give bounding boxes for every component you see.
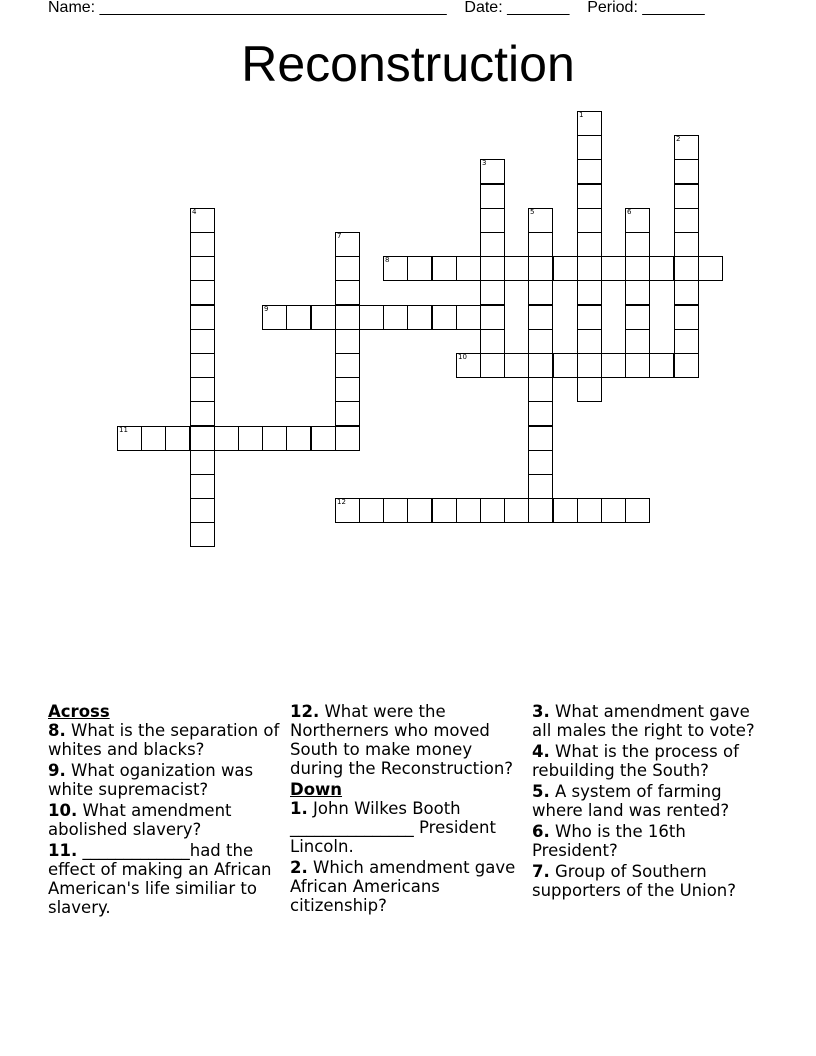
grid-cell[interactable] [190, 474, 215, 499]
across-heading: Across [48, 702, 110, 721]
page-title: Reconstruction [241, 36, 575, 92]
grid-cell[interactable] [674, 353, 699, 378]
grid-cell[interactable] [674, 256, 699, 281]
clue-item [290, 858, 522, 915]
grid-cell[interactable] [335, 305, 360, 330]
grid-cell[interactable] [553, 256, 578, 281]
grid-cell[interactable] [262, 426, 287, 451]
cell-number: 5 [530, 208, 535, 216]
grid-cell[interactable] [528, 232, 553, 257]
grid-cell[interactable] [407, 305, 432, 330]
grid-cell[interactable] [335, 498, 360, 523]
grid-cell[interactable] [432, 256, 457, 281]
grid-cell[interactable] [553, 498, 578, 523]
across-clue-list [48, 721, 280, 917]
clue-item [532, 702, 764, 740]
grid-cell[interactable] [577, 280, 602, 305]
clue-item [290, 799, 522, 856]
period-label: Period: [587, 0, 638, 16]
grid-cell[interactable] [577, 498, 602, 523]
grid-cell[interactable] [674, 280, 699, 305]
grid-cell[interactable] [456, 256, 481, 281]
grid-cell[interactable] [383, 305, 408, 330]
clue-number: 12. [290, 702, 320, 721]
clue-text: A system of farming where land was rented? [532, 782, 730, 820]
grid-cell[interactable] [262, 305, 287, 330]
grid-cell[interactable] [456, 353, 481, 378]
grid-cell[interactable] [190, 305, 215, 330]
grid-cell[interactable] [311, 305, 336, 330]
grid-cell[interactable] [407, 498, 432, 523]
clue-item [290, 702, 522, 778]
grid-cell[interactable] [190, 353, 215, 378]
grid-cell[interactable] [577, 135, 602, 160]
grid-cell[interactable] [577, 353, 602, 378]
grid-cell[interactable] [383, 498, 408, 523]
grid-cell[interactable] [335, 353, 360, 378]
grid-cell[interactable] [528, 329, 553, 354]
grid-cell[interactable] [674, 135, 699, 160]
grid-cell[interactable] [625, 256, 650, 281]
grid-cell[interactable] [577, 111, 602, 136]
grid-cell[interactable] [286, 426, 311, 451]
grid-cell[interactable] [528, 377, 553, 402]
grid-cell[interactable] [456, 498, 481, 523]
grid-cell[interactable] [190, 401, 215, 426]
grid-cell[interactable] [528, 450, 553, 475]
clue-item [48, 761, 280, 799]
clue-number: 5. [532, 782, 550, 801]
cell-number: 8 [385, 256, 390, 264]
grid-cell[interactable] [625, 232, 650, 257]
grid-cell[interactable] [528, 498, 553, 523]
cell-number: 12 [337, 498, 346, 506]
grid-cell[interactable] [528, 353, 553, 378]
grid-cell[interactable] [625, 305, 650, 330]
grid-cell[interactable] [190, 498, 215, 523]
clue-item [48, 841, 280, 917]
grid-cell[interactable] [504, 498, 529, 523]
grid-cell[interactable] [553, 353, 578, 378]
grid-cell[interactable] [335, 401, 360, 426]
grid-cell[interactable] [528, 474, 553, 499]
grid-cell[interactable] [528, 426, 553, 451]
clue-text: What is the process of rebuilding the South? [532, 742, 739, 780]
grid-cell[interactable] [698, 256, 723, 281]
grid-cell[interactable] [649, 256, 674, 281]
clue-text: Who is the 16th President? [532, 822, 686, 860]
cell-number: 6 [627, 208, 632, 216]
down-heading: Down [290, 780, 343, 799]
grid-cell[interactable] [214, 426, 239, 451]
grid-cell[interactable] [528, 280, 553, 305]
grid-cell[interactable] [190, 426, 215, 451]
clue-text: What were the Northerners who moved South to make money during the Reconstruction? [290, 702, 514, 778]
grid-cell[interactable] [335, 426, 360, 451]
grid-cell[interactable] [480, 184, 505, 209]
name-field[interactable]: _______________________________________ [99, 0, 447, 16]
clue-text: Which amendment gave African Americans citizenship? [290, 858, 516, 915]
clue-item [532, 862, 764, 900]
clues-column-2 [290, 702, 522, 917]
date-field[interactable]: _______ [507, 0, 570, 16]
grid-cell[interactable] [674, 305, 699, 330]
grid-cell[interactable] [190, 232, 215, 257]
grid-cell[interactable] [480, 159, 505, 184]
grid-cell[interactable] [480, 256, 505, 281]
grid-cell[interactable] [190, 208, 215, 233]
clue-item [48, 801, 280, 839]
grid-cell[interactable] [480, 498, 505, 523]
grid-cell[interactable] [190, 329, 215, 354]
grid-cell[interactable] [601, 498, 626, 523]
period-field[interactable]: _______ [642, 0, 705, 16]
grid-cell[interactable] [480, 208, 505, 233]
clue-text: What oganization was white supremacist? [48, 761, 254, 799]
grid-cell[interactable] [456, 305, 481, 330]
down-clue-list-continued [532, 702, 764, 900]
grid-cell[interactable] [674, 232, 699, 257]
grid-cell[interactable] [674, 184, 699, 209]
grid-cell[interactable] [480, 305, 505, 330]
cell-number: 11 [119, 426, 128, 434]
grid-cell[interactable] [625, 498, 650, 523]
grid-cell[interactable] [528, 256, 553, 281]
clue-item [532, 822, 764, 860]
date-label: Date: [464, 0, 503, 16]
clue-item [532, 782, 764, 820]
grid-cell[interactable] [674, 159, 699, 184]
down-clue-list [290, 799, 522, 915]
clue-number: 1. [290, 799, 308, 818]
clue-text: _____________had the effect of making an African American's life similiar to slavery. [48, 841, 272, 917]
grid-cell[interactable] [311, 426, 336, 451]
grid-cell[interactable] [480, 280, 505, 305]
grid-cell[interactable] [625, 280, 650, 305]
grid-cell[interactable] [528, 401, 553, 426]
grid-cell[interactable] [528, 208, 553, 233]
cell-number: 1 [579, 111, 584, 119]
clue-number: 10. [48, 801, 78, 820]
clue-number: 7. [532, 862, 550, 881]
grid-cell[interactable] [577, 232, 602, 257]
grid-cell[interactable] [625, 208, 650, 233]
grid-cell[interactable] [625, 353, 650, 378]
grid-cell[interactable] [674, 208, 699, 233]
grid-cell[interactable] [286, 305, 311, 330]
grid-cell[interactable] [625, 329, 650, 354]
clue-number: 6. [532, 822, 550, 841]
cell-number: 4 [192, 208, 197, 216]
grid-cell[interactable] [577, 329, 602, 354]
clue-item [532, 742, 764, 780]
grid-cell[interactable] [190, 280, 215, 305]
clue-item [48, 721, 280, 759]
grid-cell[interactable] [190, 256, 215, 281]
clue-text: Group of Southern supporters of the Union? [532, 862, 737, 900]
grid-cell[interactable] [432, 498, 457, 523]
grid-cell[interactable] [577, 305, 602, 330]
grid-cell[interactable] [165, 426, 190, 451]
clue-number: 8. [48, 721, 66, 740]
clue-text: John Wilkes Booth _______________ President Lincoln. [290, 799, 496, 856]
grid-cell[interactable] [674, 329, 699, 354]
clues-column-3 [532, 702, 764, 902]
grid-cell[interactable] [480, 353, 505, 378]
clue-number: 2. [290, 858, 308, 877]
grid-cell[interactable] [480, 232, 505, 257]
clue-number: 11. [48, 841, 78, 860]
clue-text: What amendment gave all males the right to vote? [532, 702, 755, 740]
across-clue-list-continued [290, 702, 522, 778]
grid-cell[interactable] [407, 256, 432, 281]
grid-cell[interactable] [577, 256, 602, 281]
cell-number: 9 [264, 305, 269, 313]
grid-cell[interactable] [190, 522, 215, 547]
grid-cell[interactable] [335, 329, 360, 354]
grid-cell[interactable] [383, 256, 408, 281]
grid-cell[interactable] [601, 256, 626, 281]
grid-cell[interactable] [577, 208, 602, 233]
grid-cell[interactable] [190, 450, 215, 475]
clue-text: What is the separation of whites and blacks? [48, 721, 280, 759]
grid-cell[interactable] [190, 377, 215, 402]
cell-number: 3 [482, 159, 487, 167]
clue-number: 4. [532, 742, 550, 761]
cell-number: 10 [458, 353, 467, 361]
clue-number: 3. [532, 702, 550, 721]
grid-cell[interactable] [335, 280, 360, 305]
grid-cell[interactable] [238, 426, 263, 451]
grid-cell[interactable] [504, 353, 529, 378]
cell-number: 2 [676, 135, 681, 143]
grid-cell[interactable] [141, 426, 166, 451]
grid-cell[interactable] [335, 377, 360, 402]
clue-text: What amendment abolished slavery? [48, 801, 232, 839]
grid-cell[interactable] [480, 329, 505, 354]
grid-cell[interactable] [528, 305, 553, 330]
grid-cell[interactable] [577, 159, 602, 184]
grid-cell[interactable] [335, 232, 360, 257]
clues-column-1 [48, 702, 280, 919]
name-label: Name: [48, 0, 96, 16]
grid-cell[interactable] [359, 498, 384, 523]
grid-cell[interactable] [577, 184, 602, 209]
grid-cell[interactable] [504, 256, 529, 281]
grid-cell[interactable] [432, 305, 457, 330]
grid-cell[interactable] [117, 426, 142, 451]
grid-cell[interactable] [359, 305, 384, 330]
grid-cell[interactable] [335, 256, 360, 281]
cell-number: 7 [337, 232, 342, 240]
grid-cell[interactable] [649, 353, 674, 378]
clue-number: 9. [48, 761, 66, 780]
grid-cell[interactable] [601, 353, 626, 378]
grid-cell[interactable] [577, 377, 602, 402]
